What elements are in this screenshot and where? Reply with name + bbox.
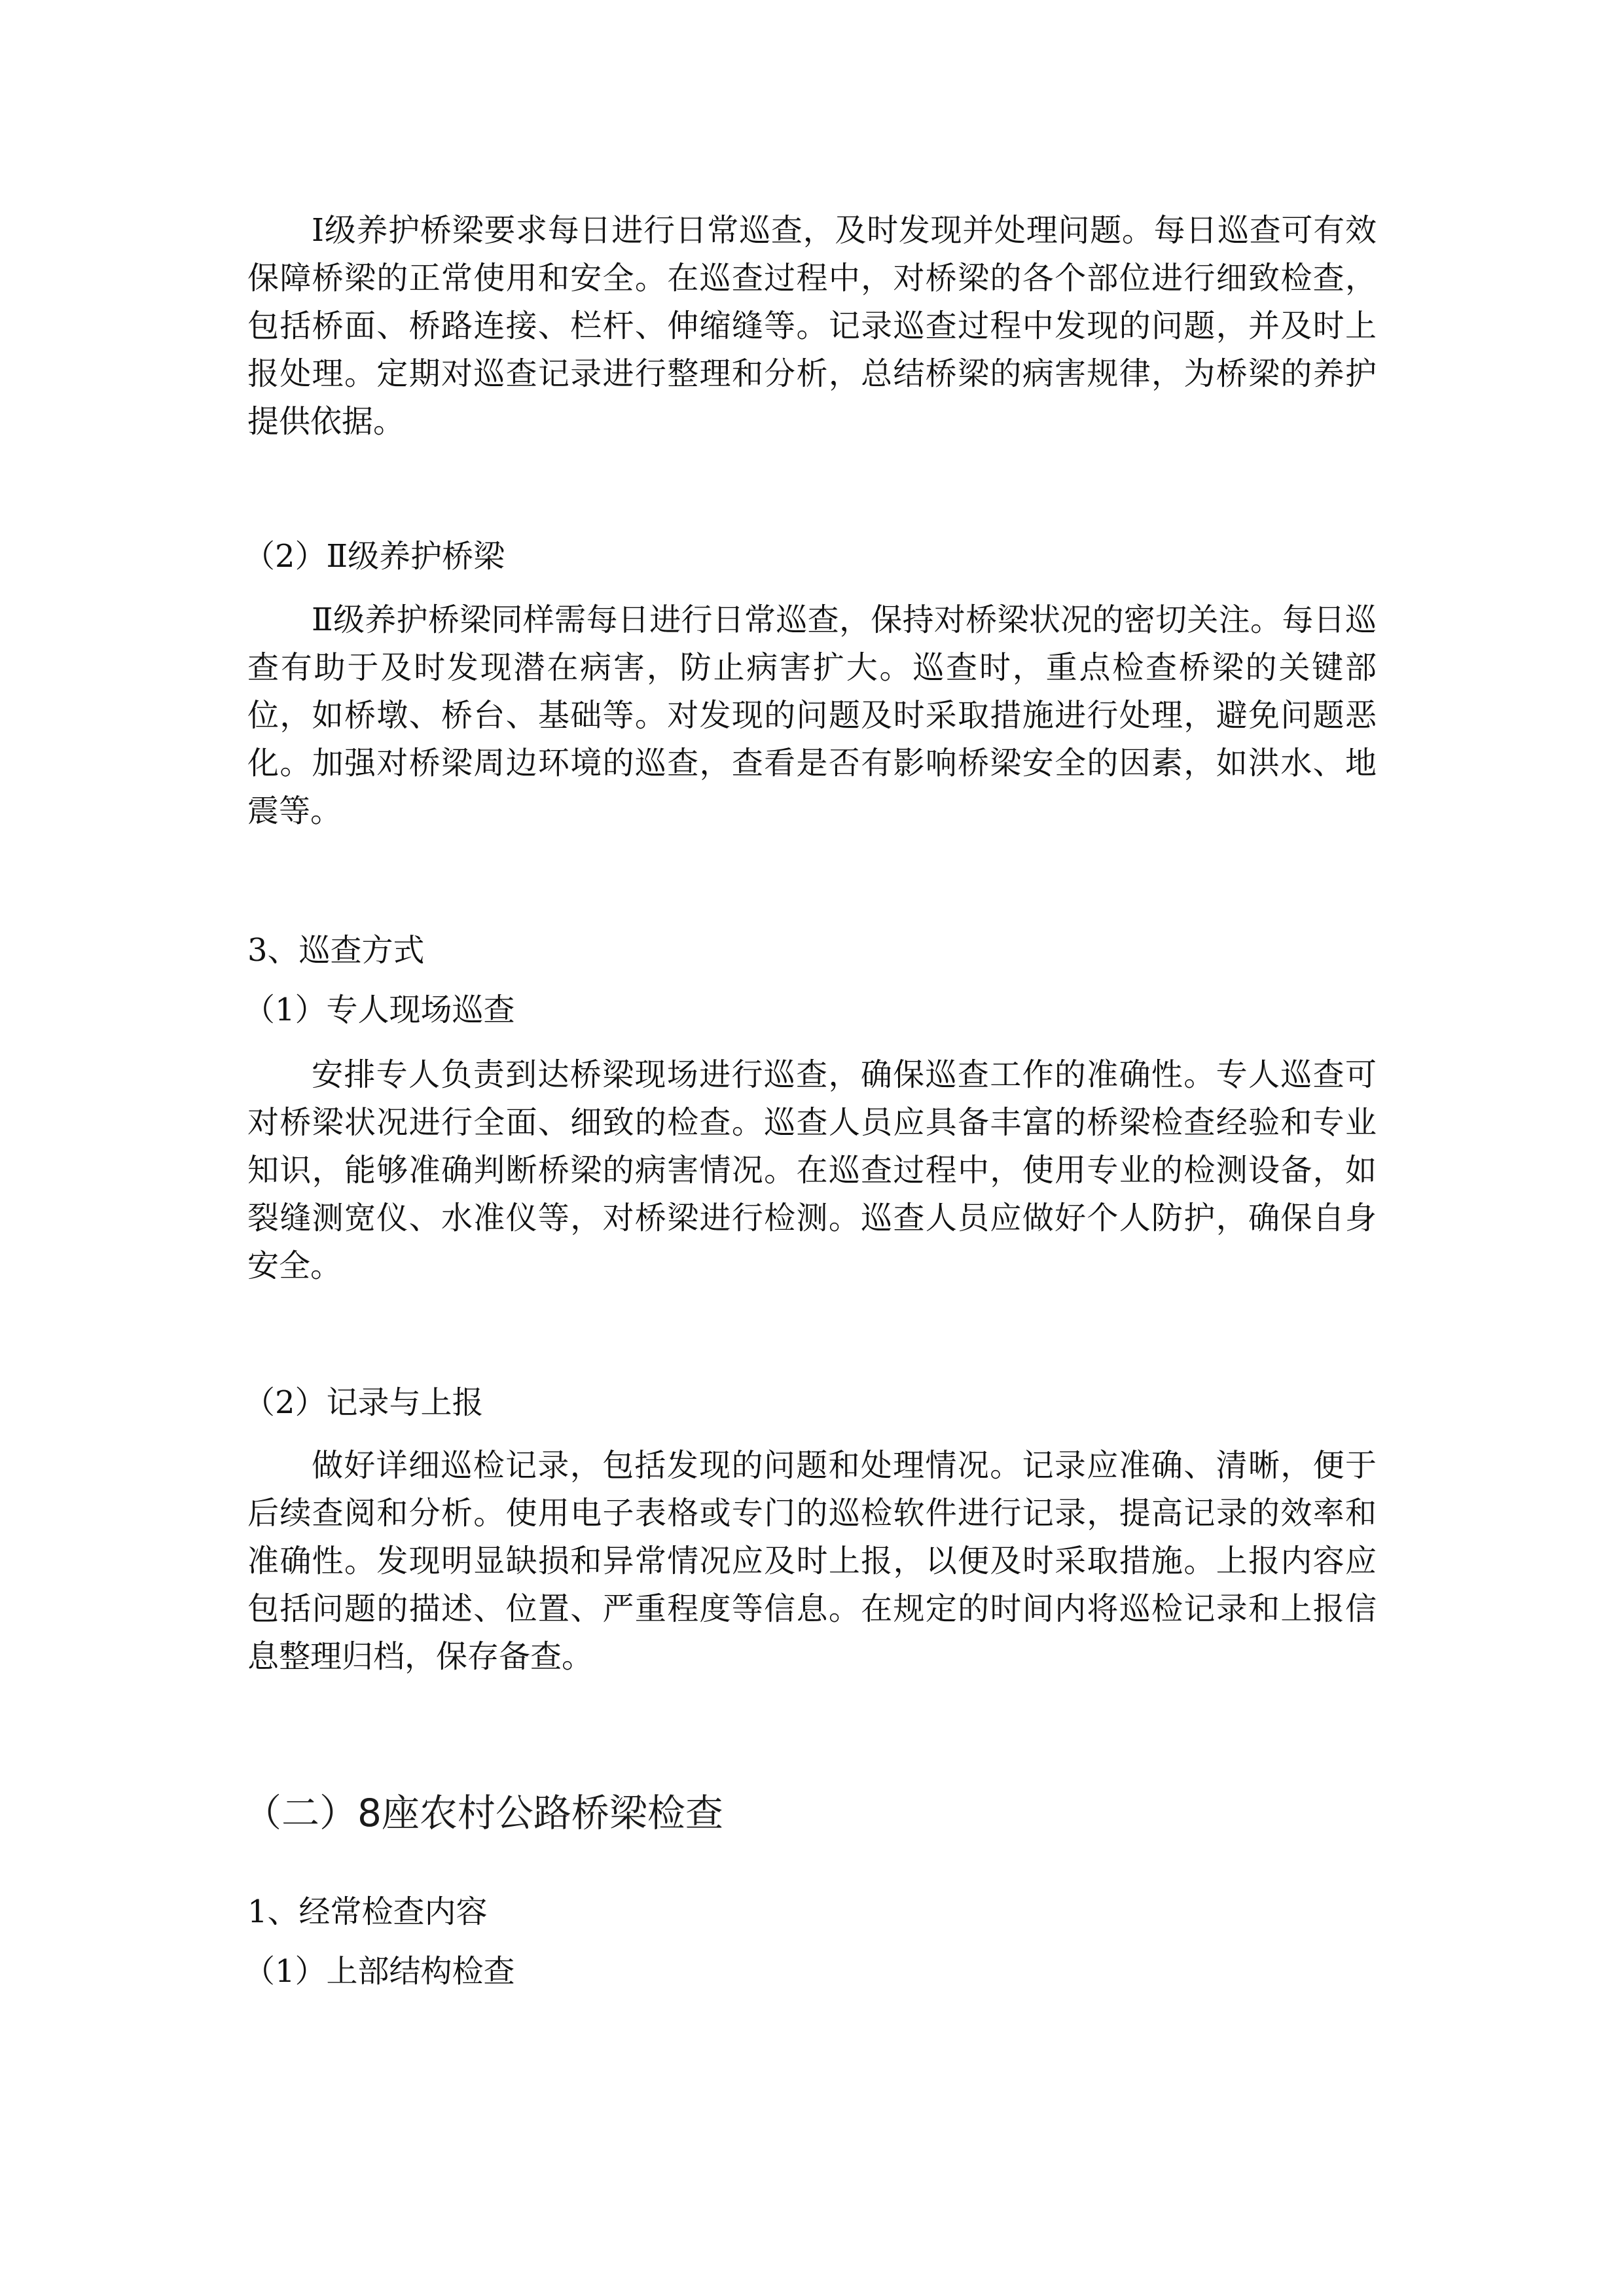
section-heading-rural-bridges: （二）8座农村公路桥梁检查	[244, 1791, 723, 1835]
heading-record-report: （2）记录与上报	[244, 1384, 484, 1421]
heading-superstructure-inspection: （1）上部结构检查	[244, 1953, 515, 1990]
heading-level2-bridge: （2）Ⅱ级养护桥梁	[244, 538, 505, 575]
heading-regular-inspection: 1、经常检查内容	[247, 1893, 488, 1930]
paragraph-record-report: 做好详细巡检记录，包括发现的问题和处理情况。记录应准确、清晰，便于后续查阅和分析。使用电子表格或专门的巡检软件进行记录，提高记录的效率和准确性。发现明显缺损和异常情况应及时上报，以便及时采取措施。上报内容应包括问题的描述、位置、严重程度等信息。在规定的时间内将巡检记录和上报信息整理归档，保存备查。	[247, 1447, 1377, 1675]
paragraph-level1-inspection: Ⅰ级养护桥梁要求每日进行日常巡查，及时发现并处理问题。每日巡查可有效保障桥梁的正常使用和安全。在巡查过程中，对桥梁的各个部位进行细致检查，包括桥面、桥路连接、栏杆、伸缩缝等。记录巡查过程中发现的问题，并及时上报处理。定期对巡查记录进行整理和分析，总结桥梁的病害规律，为桥梁的养护提供依据。	[247, 212, 1377, 440]
paragraph-onsite-inspection: 安排专人负责到达桥梁现场进行巡查，确保巡查工作的准确性。专人巡查可对桥梁状况进行全面、细致的检查。巡查人员应具备丰富的桥梁检查经验和专业知识，能够准确判断桥梁的病害情况。在巡查过程中，使用专业的检测设备，如裂缝测宽仪、水准仪等，对桥梁进行检测。巡查人员应做好个人防护，确保自身安全。	[247, 1056, 1377, 1284]
heading-onsite-inspection: （1）专人现场巡查	[244, 992, 515, 1028]
paragraph-level2-inspection: Ⅱ级养护桥梁同样需每日进行日常巡查，保持对桥梁状况的密切关注。每日巡查有助于及时发现潜在病害，防止病害扩大。巡查时，重点检查桥梁的关键部位，如桥墩、桥台、基础等。对发现的问题及时采取措施进行处理，避免问题恶化。加强对桥梁周边环境的巡查，查看是否有影响桥梁安全的因素，如洪水、地震等。	[247, 601, 1377, 829]
heading-inspection-method: 3、巡查方式	[247, 932, 425, 969]
